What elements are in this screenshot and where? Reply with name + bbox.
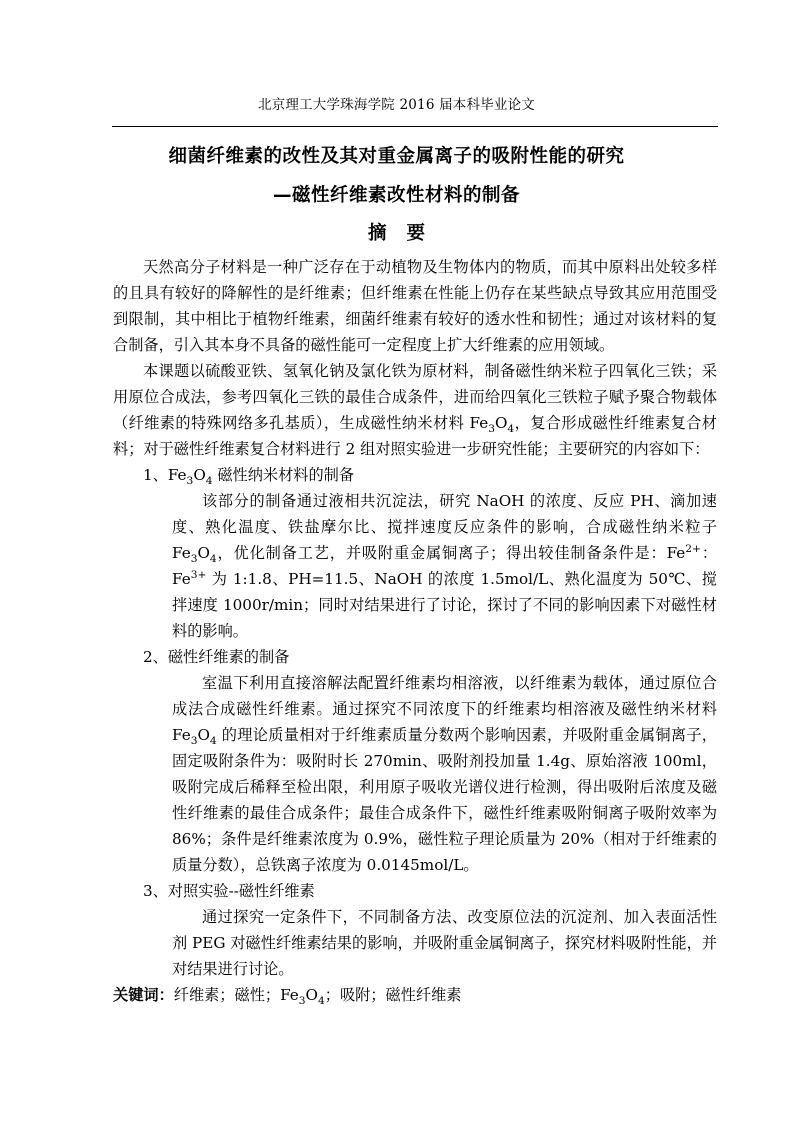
- page-header: 北京理工大学珠海学院 2016 届本科毕业论文: [257, 97, 536, 113]
- abstract-body: [113, 254, 717, 1008]
- abstract-paragraph-2: 本课题以硫酸亚铁、氢氧化钠及氯化铁为原材料，制备磁性纳米粒子四氧化三铁；采用原位合成法，参考四氧化三铁的最佳合成条件，进而给四氧化三铁粒子赋予聚合物载体（纤维素的特殊网络多孔基质），生成磁性纳米材料 $Fe_3O_4$，复合形成磁性纤维素复合材料；对于磁性纤维素复合材料进行 2 组对照实验进一步研究性能；主要研究的内容如下：: [113, 362, 717, 458]
- thesis-subtitle: —磁性纤维素改性材料的制备: [272, 185, 520, 206]
- item-3-body: 通过探究一定条件下，不同制备方法、改变原位法的沉淀剂、加入表面活性剂 PEG 对磁性纤维素结果的影响，并吸附重金属铜离子，探究材料吸附性能，并对结果进行讨论。: [172, 908, 717, 978]
- header-rule: [112, 126, 718, 127]
- abstract-heading: 摘要: [367, 223, 445, 244]
- keywords-line: 关键词：纤维素；磁性；$Fe_3O_4$；吸附；磁性纤维素: [113, 986, 462, 1008]
- item-1-body: 该部分的制备通过液相共沉淀法，研究 NaOH 的浓度、反应 PH、滴加速度、熟化温度、铁盐摩尔比、搅拌速度反应条件的影响，合成磁性纳米粒子 $Fe_3O_4$，优化制备工艺，并吸附重金属铜离子；得出较佳制备条件是：$Fe^{2+}$：$Fe^{3+}$ 为 1:1.8、PH=11.5、NaOH 的浓度 1.5mol/L、熟化温度为 50℃、搅拌速度 1000r/min；同时对结果进行了讨论，探讨了不同的影响因素下对磁性材料的影响。: [172, 492, 718, 640]
- keywords-label: 关键词：: [113, 986, 174, 1004]
- item-2-body: 室温下利用直接溶解法配置纤维素均相溶液，以纤维素为载体，通过原位合成法合成磁性纤维素。通过探究不同浓度下的纤维素均相溶液及磁性纳米材料 $Fe_3O_4$ 的理论质量相对于纤维素质量分数两个影响因素，并吸附重金属铜离子，固定吸附条件为：吸附时长 270min、吸附剂投加量 1.4g、原始溶液 100ml，吸附完成后稀释至检出限，利用原子吸收光谱仪进行检测，得出吸附后浓度及磁性纤维素的最佳合成条件；最佳合成条件下，磁性纤维素吸附铜离子吸附效率为 86%；条件是纤维素浓度为 0.9%，磁性粒子理论质量为 20%（相对于纤维素的质量分数），总铁离子浓度为 0.0145mol/L。: [172, 674, 717, 874]
- abstract-paragraph-1: 天然高分子材料是一种广泛存在于动植物及生物体内的物质，而其中原料出处较多样的且具有较好的降解性的是纤维素；但纤维素在性能上仍存在某些缺点导致其应用范围受到限制，其中相比于植物纤维素，细菌纤维素有较好的透水性和韧性；通过对该材料的复合制备，引入其本身不具备的磁性能可一定程度上扩大纤维素的应用领域。: [113, 258, 717, 354]
- item-3-heading: 3、对照实验--磁性纤维素: [143, 882, 315, 900]
- item-2-heading: 2、磁性纤维素的制备: [143, 648, 290, 666]
- item-1-heading: 1、$Fe_3O_4$ 磁性纳米材料的制备: [143, 466, 355, 488]
- thesis-title: 细菌纤维素的改性及其对重金属离子的吸附性能的研究: [168, 146, 625, 167]
